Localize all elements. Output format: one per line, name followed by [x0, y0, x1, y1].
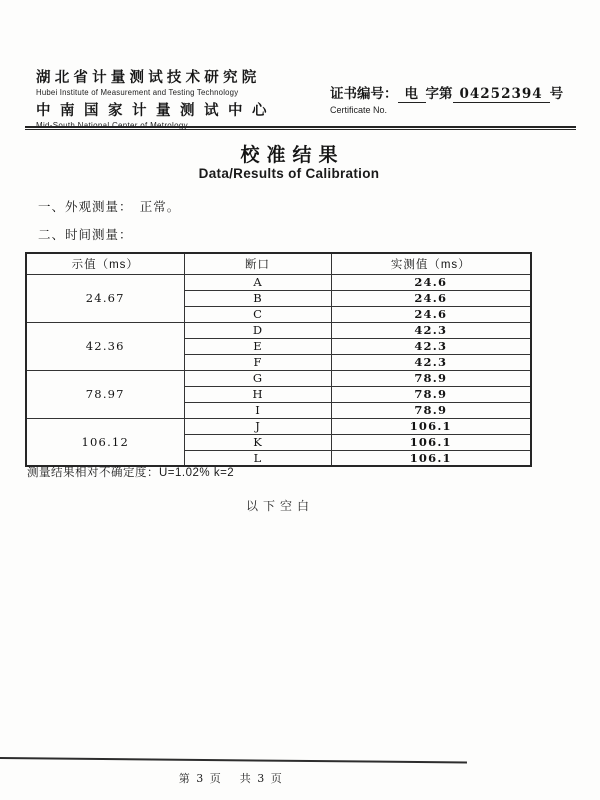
measured-value-cell: 78.9	[331, 370, 531, 386]
channel-cell: H	[184, 386, 331, 402]
certificate-number-line	[330, 82, 563, 103]
channel-cell: B	[184, 290, 331, 306]
org-name-cn: 湖北省计量测试技术研究院	[36, 70, 261, 86]
measured-value-cell: 42.3	[331, 354, 531, 370]
channel-cell: I	[184, 402, 331, 418]
org-center-en: Mid-South National Center of Metrology	[36, 121, 188, 130]
measured-value-cell: 78.9	[331, 402, 531, 418]
channel-cell: J	[184, 418, 331, 434]
column-header-indicated: 示值（ms）	[26, 253, 184, 274]
column-header-measured: 实测值（ms）	[331, 253, 531, 274]
page-title-cn: 校准结果	[240, 145, 345, 166]
table-row	[26, 370, 531, 386]
indicated-value-cell: 24.67	[26, 274, 184, 322]
measured-value-cell: 106.1	[331, 450, 531, 466]
certificate-prefix: 电	[398, 82, 426, 103]
indicated-value-cell: 42.36	[26, 322, 184, 370]
table-row	[26, 418, 531, 434]
table-row	[26, 322, 531, 338]
org-center-cn: 中南国家计量测试中心	[36, 103, 276, 119]
org-header	[36, 66, 276, 130]
measured-value-cell: 42.3	[331, 322, 531, 338]
org-name-en: Hubei Institute of Measurement and Testing Technology	[36, 88, 239, 97]
page-number: 第 3 页 共 3 页	[178, 772, 284, 785]
visual-inspection-item: 一、外观测量： 正常。	[38, 200, 181, 214]
certificate-suffix: 号	[549, 86, 564, 101]
header-divider	[25, 126, 576, 130]
indicated-value-cell: 78.97	[26, 370, 184, 418]
uncertainty-note: 测量结果相对不确定度：U=1.02% k=2	[27, 467, 235, 479]
blank-below-note: 以下空白	[246, 499, 315, 513]
channel-cell: K	[184, 434, 331, 450]
time-measurement-item: 二、时间测量：	[38, 228, 133, 242]
channel-cell: E	[184, 338, 331, 354]
measured-value-cell: 42.3	[331, 338, 531, 354]
footer-divider	[0, 757, 467, 764]
page-title-en: Data/Results of Calibration	[198, 166, 380, 181]
channel-cell: G	[184, 370, 331, 386]
measured-value-cell: 106.1	[331, 418, 531, 434]
channel-cell: L	[184, 450, 331, 466]
measured-value-cell: 24.6	[331, 290, 531, 306]
indicated-value-cell: 106.12	[26, 418, 184, 466]
channel-cell: A	[184, 274, 331, 290]
measured-value-cell: 106.1	[331, 434, 531, 450]
calibration-results-table	[25, 252, 532, 467]
channel-cell: D	[184, 322, 331, 338]
table-row	[26, 274, 531, 290]
measured-value-cell: 24.6	[331, 274, 531, 290]
certificate-number-label: 证书编号：	[330, 86, 398, 101]
certificate-number-block	[330, 82, 563, 115]
certificate-middle: 字第	[425, 86, 453, 101]
channel-cell: F	[184, 354, 331, 370]
channel-cell: C	[184, 306, 331, 322]
certificate-number: 04252394	[453, 86, 550, 103]
measured-value-cell: 24.6	[331, 306, 531, 322]
table-header-row	[26, 253, 531, 274]
column-header-channel: 断口	[184, 253, 331, 274]
measured-value-cell: 78.9	[331, 386, 531, 402]
certificate-number-label-en: Certificate No.	[330, 105, 388, 115]
